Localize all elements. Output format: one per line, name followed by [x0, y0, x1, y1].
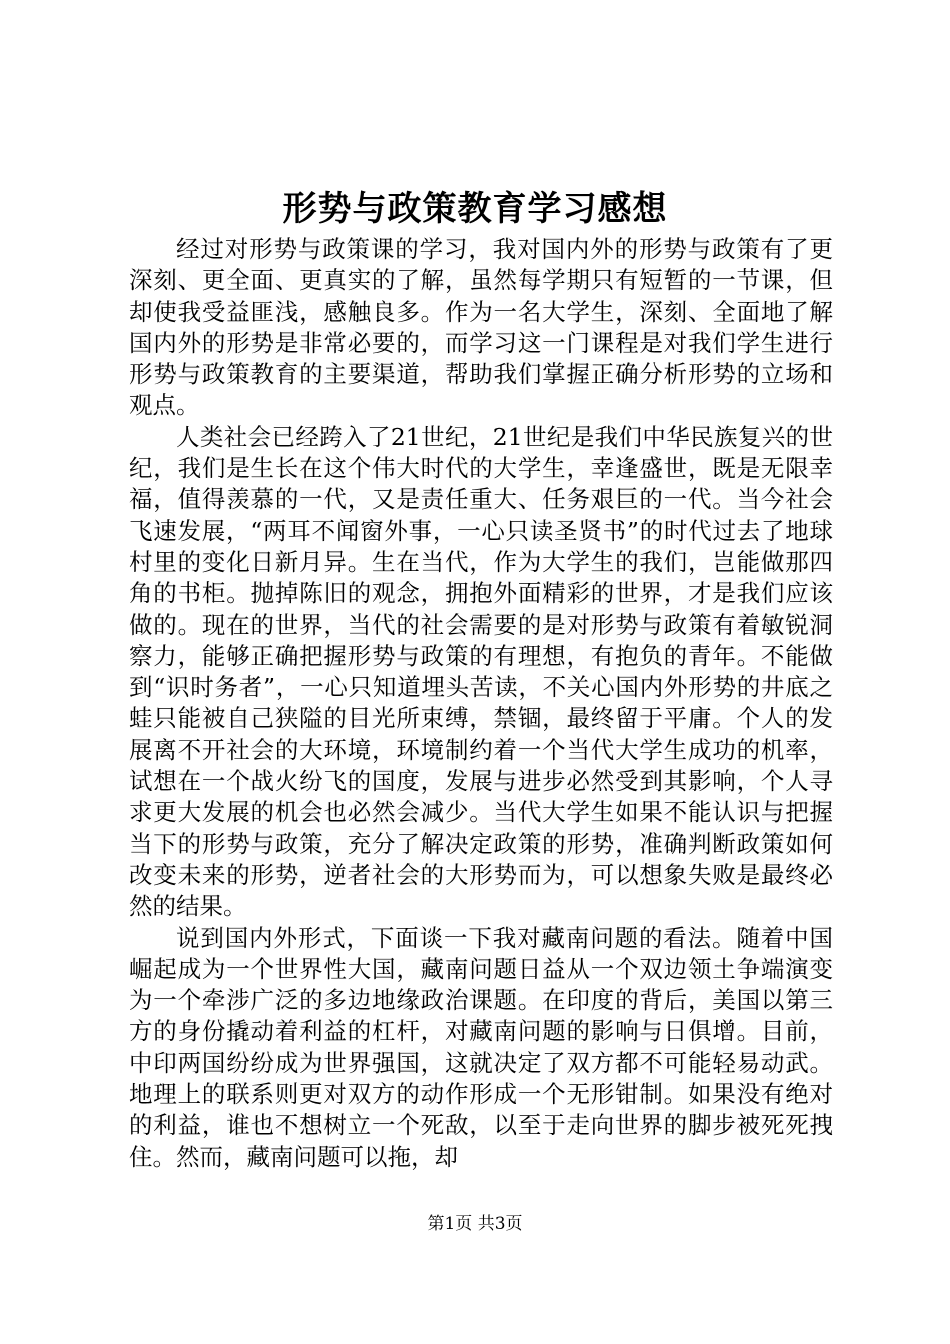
paragraph-3: 说到国内外形式，下面谈一下我对藏南问题的看法。随着中国崛起成为一个世界性大国，藏南问题日益从一个双边领土争端演变为一个牵涉广泛的多边地缘政治课题。在印度的背后，美国以第三方的身份撬动着利益的杠杆，对藏南问题的影响与日俱增。目前，中印两国纷纷成为世界强国，这就决定了双方都不可能轻易动武。地理上的联系则更对双方的动作形成一个无形钳制。如果没有绝对的利益，谁也不想树立一个死敌，以至于走向世界的脚步被死死拽住。然而，藏南问题可以拖，却 [129, 923, 833, 1171]
paragraph-2: 人类社会已经跨入了21世纪，21世纪是我们中华民族复兴的世纪，我们是生长在这个伟大时代的大学生，幸逢盛世，既是无限幸福，值得羡慕的一代，又是责任重大、任务艰巨的一代。当今社会飞速发展，“两耳不闻窗外事，一心只读圣贤书”的时代过去了地球村里的变化日新月异。生在当代，作为大学生的我们，岂能做那四角的书柜。抛掉陈旧的观念，拥抱外面精彩的世界，才是我们应该做的。现在的世界，当代的社会需要的是对形势与政策有着敏锐洞察力，能够正确把握形势与政策的有理想，有抱负的青年。不能做到“识时务者”，一心只知道埋头苦读，不关心国内外形势的井底之蛙只能被自己狭隘的目光所束缚，禁锢，最终留于平庸。个人的发展离不开社会的大环境，环境制约着一个当代大学生成功的机率，试想在一个战火纷飞的国度，发展与进步必然受到其影响，个人寻求更大发展的机会也必然会减少。当代大学生如果不能认识与把握当下的形势与政策，充分了解决定政策的形势，准确判断政策如何改变未来的形势，逆者社会的大形势而为，可以想象失败是最终必然的结果。 [129, 422, 833, 921]
page-footer: 第1页 共3页 [427, 1214, 523, 1234]
document-title: 形势与政策教育学习感想 [282, 189, 668, 229]
paragraph-1: 经过对形势与政策课的学习，我对国内外的形势与政策有了更深刻、更全面、更真实的了解，虽然每学期只有短暂的一节课，但却使我受益匪浅，感触良多。作为一名大学生，深刻、全面地了解国内外的形势是非常必要的，而学习这一门课程是对我们学生进行形势与政策教育的主要渠道，帮助我们掌握正确分析形势的立场和观点。 [129, 235, 833, 420]
document-body [129, 234, 833, 1173]
